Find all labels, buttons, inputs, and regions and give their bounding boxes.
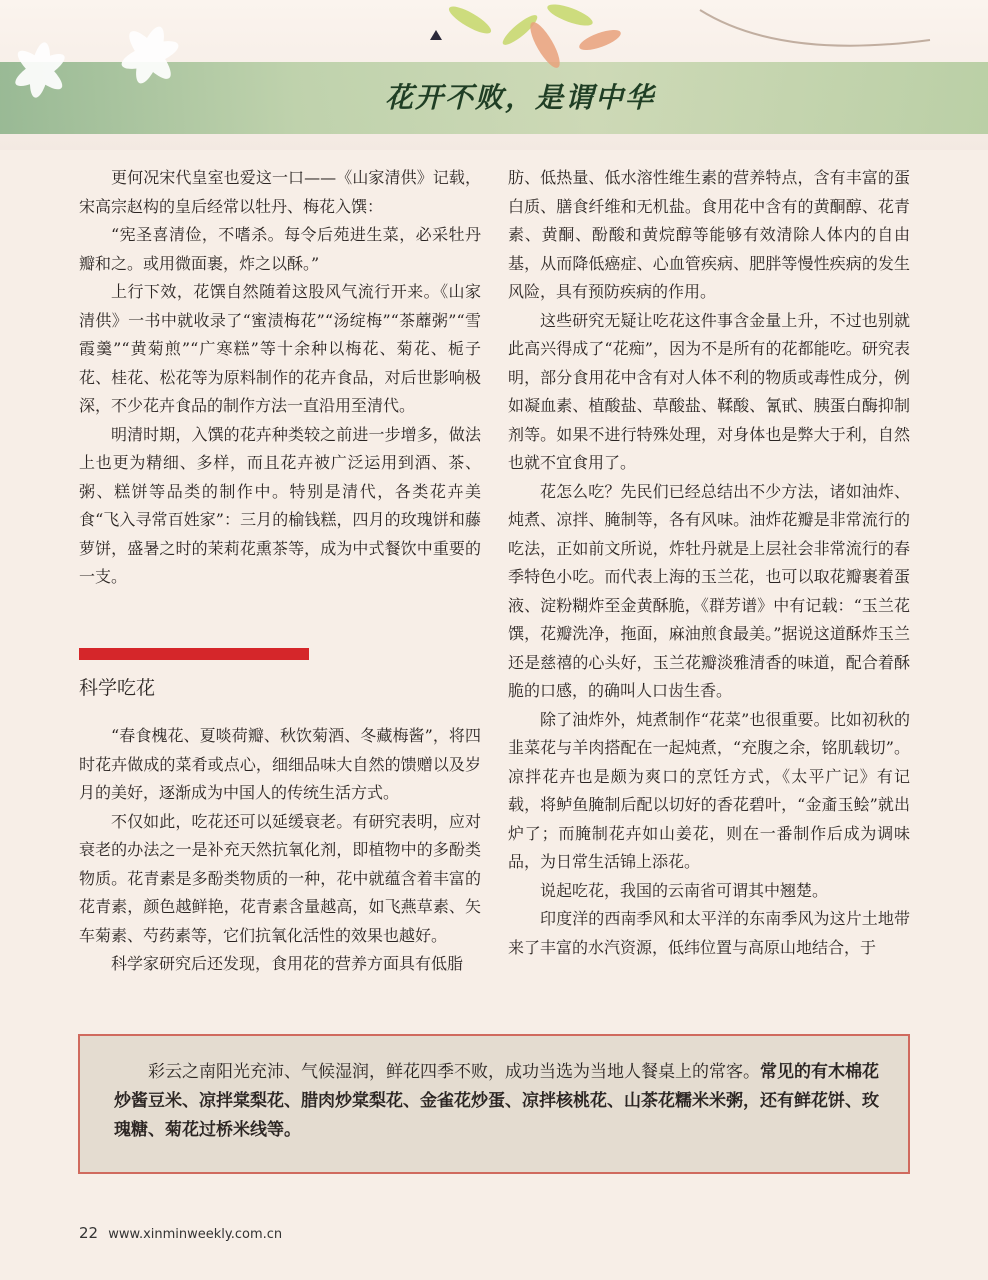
left-paragraph-quote: “宪圣喜清俭，不嗜杀。每令后苑进生菜，必采牡丹瓣和之。或用微面裹，炸之以酥。” xyxy=(79,225,481,273)
right-paragraph-4: 说起吃花，我国的云南省可谓其中翘楚。 xyxy=(540,880,829,900)
callout-normal-text: 彩云之南阳光充沛、气候湿润，鲜花四季不败，成功当选为当地人餐桌上的常客。 xyxy=(148,1062,760,1082)
callout-text xyxy=(114,1058,884,1145)
section-paragraph-2: 不仅如此，吃花还可以延缓衰老。有研究表明，应对衰老的办法之一是补充天然抗氧化剂，即植物中的多酚类物质。花青素是多酚类物质的一种，花中就蕴含着丰富的花青素，颜色越鲜艳，花青素含量越高，如飞燕草素、矢车菊素、芍药素等，它们抗氧化活性的效果也越好。 xyxy=(79,811,481,945)
right-paragraph-1: 这些研究无疑让吃花这件事含金量上升，不过也别就此高兴得成了“花痴”，因为不是所有的花都能吃。研究表明，部分食用花中含有对人体不利的物质或毒性成分，例如凝血素、植酸盐、草酸盐、鞣酸、氰甙、胰蛋白酶抑制剂等。如果不进行特殊处理，对身体也是弊大于利，自然也就不宜食用了。 xyxy=(508,310,910,472)
left-paragraph-4: 明清时期，入馔的花卉种类较之前进一步增多，做法上也更为精细、多样，而且花卉被广泛运用到酒、茶、粥、糕饼等品类的制作中。特别是清代，各类花卉美食“飞入寻常百姓家”：三月的榆钱糕，四月的玫瑰饼和藤萝饼，盛暑之时的茉莉花熏茶等，成为中式餐饮中重要的一支。 xyxy=(79,424,481,586)
page-footer xyxy=(79,1224,282,1242)
left-paragraph-3: 上行下效，花馔自然随着这股风气流行开来。《山家清供》一书中就收录了“蜜渍梅花”“汤绽梅”“茶蘼粥”“雪霞羹”“黄菊煎”“广寒糕”等十余种以梅花、菊花、栀子花、桂花、松花等为原料制作的花卉食品，对后世影响极深，不少花卉食品的制作方法一直沿用至清代。 xyxy=(79,282,481,415)
right-paragraph-3: 除了油炸外，炖煮制作“花菜”也很重要。比如初秋的韭菜花与羊肉搭配在一起炖煮，“充腹之余，铭肌载切”。凉拌花卉也是颇为爽口的烹饪方式，《太平广记》有记载，将鲈鱼腌制后配以切好的香花碧叶，“金齑玉鲙”就出炉了；而腌制花卉如山姜花，则在一番制作后成为调味品，为日常生活锦上添花。 xyxy=(508,709,910,871)
footer-url[interactable]: www.xinminweekly.com.cn xyxy=(108,1227,283,1242)
callout-bold-text: 常见的有木棉花炒酱豆米、凉拌棠梨花、腊肉炒棠梨花、金雀花炒蛋、凉拌核桃花、山茶花糯米米粥，还有鲜花饼、玫瑰糖、菊花过桥米线等。 xyxy=(114,1062,879,1140)
right-continuation-text: 肪、低热量、低水溶性维生素的营养特点，含有丰富的蛋白质、膳食纤维和无机盐。食用花中含有的黄酮醇、花青素、黄酮、酚酸和黄烷醇等能够有效清除人体内的自由基，从而降低癌症、心血管疾病、肥胖等慢性疾病的发生风险，具有预防疾病的作用。 xyxy=(508,168,910,301)
callout-box xyxy=(78,1034,910,1174)
right-paragraph-5: 印度洋的西南季风和太平洋的东南季风为这片土地带来了丰富的水汽资源，低纬位置与高原山地结合，于 xyxy=(508,909,910,957)
left-paragraph-1: 更何况宋代皇室也爱这一口——《山家清供》记载，宋高宗赵构的皇后经常以牡丹、梅花入馔： xyxy=(79,168,481,216)
right-paragraph-2: 花怎么吃？先民们已经总结出不少方法，诸如油炸、炖煮、凉拌、腌制等，各有风味。油炸花瓣是非常流行的吃法，正如前文所说，炸牡丹就是上层社会非常流行的春季特色小吃。而代表上海的玉兰花，也可以取花瓣裹着蛋液、淀粉糊炸至金黄酥脆，《群芳谱》中有记载：“玉兰花馔，花瓣洗净，拖面，麻油煎食最美。”据说这道酥炸玉兰还是慈禧的心头好，玉兰花瓣淡雅清香的味道，配合着酥脆的口感，的确叫人口齿生香。 xyxy=(508,481,910,700)
section-title: 科学吃花 xyxy=(79,676,156,699)
section-divider-bar xyxy=(79,648,309,660)
left-column xyxy=(79,164,481,979)
flower-decoration-icon xyxy=(0,0,988,150)
header-banner xyxy=(0,0,988,150)
section-paragraph-3: 科学家研究后还发现，食用花的营养方面具有低脂 xyxy=(111,954,464,973)
section-paragraph-1: “春食槐花、夏啖荷瓣、秋饮菊酒、冬藏梅酱”，将四时花卉做成的菜肴或点心，细细品味大自然的馈赠以及岁月的美好，逐渐成为中国人的传统生活方式。 xyxy=(79,726,481,802)
page-number: 22 xyxy=(79,1224,99,1242)
page-header-title: 花开不败，是谓中华 xyxy=(385,81,656,114)
right-column xyxy=(508,164,910,962)
